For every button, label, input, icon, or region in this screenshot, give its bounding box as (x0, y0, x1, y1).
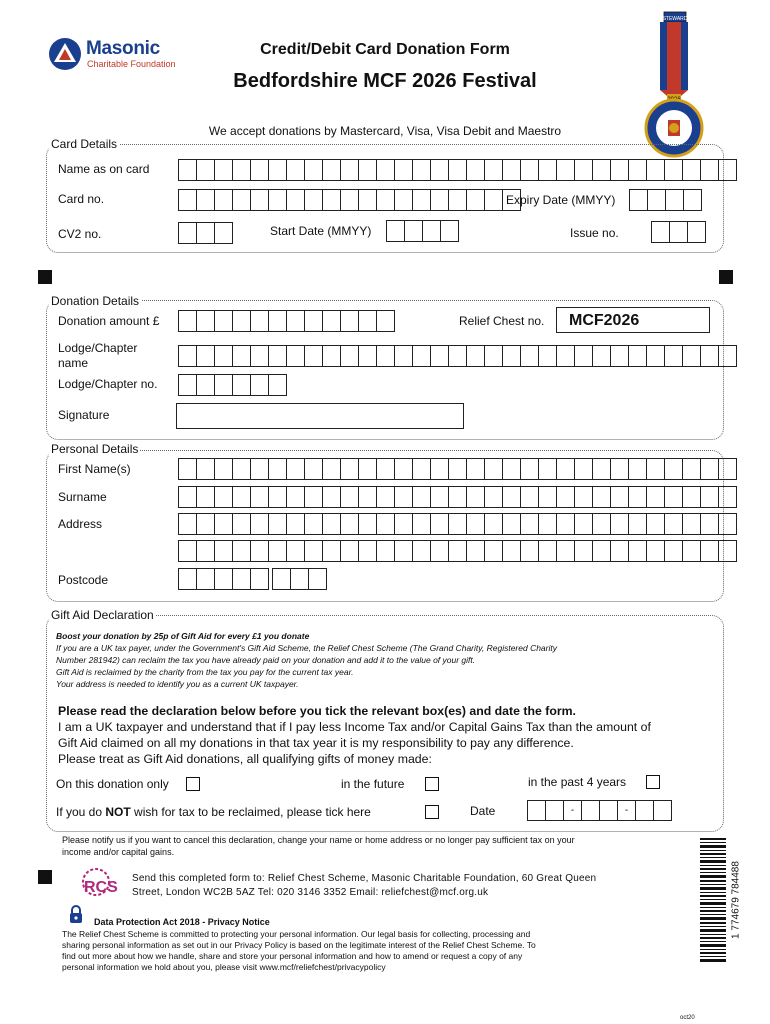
gift-aid-declaration (58, 703, 708, 767)
send-address: Send this completed form to: Relief Chest Scheme, Masonic Charitable Foundation, 60 Great Queen Street, London WC2B 5AZ Tel: 020 3146 3352 Email: reliefchest@mcf.org.uk (132, 873, 597, 898)
steward-medal-icon (640, 10, 708, 160)
name-on-card-input[interactable] (178, 159, 736, 181)
gift-aid-boost: Boost your donation by 25p of Gift Aid for every £1 you donate (56, 631, 310, 641)
address-line-1-input[interactable] (178, 513, 736, 535)
accepted-cards-text: We accept donations by Mastercard, Visa, Visa Debit and Maestro (208, 124, 562, 138)
barcode-icon (700, 838, 726, 962)
rcs-logo-icon (80, 866, 124, 902)
cv2-input[interactable] (178, 222, 232, 244)
declaration-line: Please treat as Gift Aid donations, all qualifying gifts of money made: (58, 752, 432, 766)
declaration-line: Gift Aid claimed on all my donations in that tax year it is my responsibility to pay any difference. (58, 736, 574, 750)
privacy-heading: Data Protection Act 2018 - Privacy Notice (94, 917, 270, 927)
expiry-date-input[interactable] (629, 189, 701, 211)
lodge-no-input[interactable] (178, 374, 286, 396)
option-future-label: in the future (341, 777, 405, 791)
postcode-label: Postcode (58, 573, 109, 587)
declaration-date-input[interactable]: - - (527, 800, 671, 821)
lodge-name-label-2: name (58, 356, 89, 370)
gift-aid-legend: Gift Aid Declaration (51, 608, 154, 622)
gift-aid-line: Your address is needed to identify you as a current UK taxpayer. (56, 679, 299, 689)
no-reclaim-checkbox[interactable] (425, 805, 439, 819)
privacy-notice: The Relief Chest Scheme is committed to protecting your personal information. Our legal basis for collecting, processing and sharing personal information as set out in our Privacy Policy is based on the legitimate interest of the Relief Chest Scheme. To find out more about how we handle, share and store your personal information and how to amend or request a copy of any personal information we hold about you, please visit www.mcf/reliefchest/privacypolicy (62, 929, 536, 972)
donation-amount-label: Donation amount £ (58, 314, 160, 328)
festival-title: Bedfordshire MCF 2026 Festival (233, 70, 537, 92)
cv2-label: CV2 no. (58, 227, 102, 241)
logo-name: Masonic (86, 38, 160, 59)
registration-mark (38, 270, 52, 284)
registration-mark (719, 270, 733, 284)
barcode-number: 1 774679 784488 (730, 861, 742, 939)
form-title: Credit/Debit Card Donation Form (260, 41, 510, 58)
personal-details-legend: Personal Details (51, 442, 139, 456)
lodge-name-input[interactable] (178, 345, 736, 367)
lock-icon (68, 905, 84, 923)
donation-amount-input[interactable] (178, 310, 394, 332)
notify-note: Please notify us if you want to cancel this declaration, change your name or home address or no longer pay sufficient tax on your income and/or capital gains. (62, 835, 575, 857)
surname-label: Surname (58, 490, 107, 504)
address-line-2-input[interactable] (178, 540, 736, 562)
option-this-donation-label: On this donation only (56, 777, 169, 791)
postcode-outward-input[interactable] (178, 568, 268, 590)
signature-input[interactable] (176, 403, 464, 429)
barcode (700, 838, 740, 962)
gift-aid-intro (56, 630, 696, 690)
option-future-checkbox[interactable] (425, 777, 439, 791)
medal-ribbon-text: STEWARD (662, 16, 688, 22)
start-date-label: Start Date (MMYY) (270, 224, 372, 238)
lodge-name-label-1: Lodge/Chapter (58, 341, 138, 355)
address-label: Address (58, 517, 103, 531)
logo-subtitle: Charitable Foundation (87, 59, 176, 69)
rcs-logo-text: RCS (84, 879, 118, 896)
surname-input[interactable] (178, 486, 736, 508)
footer-code: oct20 (680, 1015, 695, 1021)
lodge-no-label: Lodge/Chapter no. (58, 377, 158, 391)
expiry-date-label: Expiry Date (MMYY) (506, 193, 616, 207)
first-name-input[interactable] (178, 458, 736, 480)
donation-details-legend: Donation Details (51, 294, 140, 308)
date-label: Date (470, 804, 496, 818)
issue-no-input[interactable] (651, 221, 705, 243)
relief-chest-number: MCF2026 (556, 307, 710, 333)
card-details-legend: Card Details (51, 137, 118, 151)
start-date-input[interactable] (386, 220, 458, 242)
card-number-input[interactable] (178, 189, 520, 211)
gift-aid-line: If you are a UK tax payer, under the Government's Gift Aid Scheme, the Relief Chest Scheme (The Grand Charity, Registered Charity (56, 643, 557, 653)
gift-aid-line: Gift Aid is reclaimed by the charity from the tax you pay for the current tax year. (56, 667, 354, 677)
card-no-label: Card no. (58, 192, 105, 206)
signature-label: Signature (58, 408, 110, 422)
no-reclaim-label: If you do NOT wish for tax to be reclaimed, please tick here (56, 805, 371, 819)
declaration-heading: Please read the declaration below before you tick the relevant box(es) and date the form. (58, 704, 576, 718)
option-past-label: in the past 4 years (528, 775, 627, 789)
postcode-inward-input[interactable] (272, 568, 326, 590)
name-on-card-label: Name as on card (58, 162, 150, 176)
gift-aid-line: Number 281942) can reclaim the tax you have already paid on your donation and add it to the value of your gift. (56, 655, 476, 665)
option-past-checkbox[interactable] (646, 775, 660, 789)
first-name-label: First Name(s) (58, 462, 131, 476)
relief-chest-label: Relief Chest no. (459, 314, 545, 328)
issue-no-label: Issue no. (570, 226, 619, 240)
option-this-donation-checkbox[interactable] (186, 777, 200, 791)
declaration-line: I am a UK taxpayer and understand that if I pay less Income Tax and/or Capital Gains Tax than the amount of (58, 720, 651, 734)
registration-mark (38, 870, 52, 884)
